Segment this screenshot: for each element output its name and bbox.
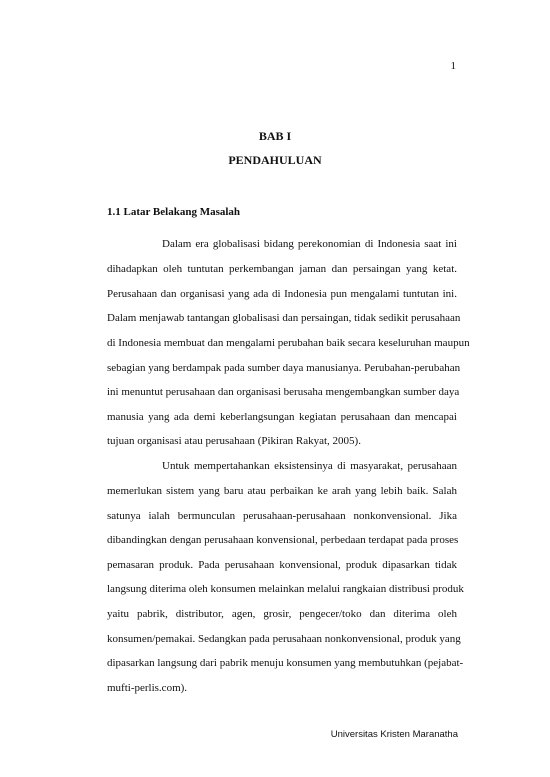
paragraph-1-line-6: sebagian yang berdampak pada sumber daya manusianya. Perubahan-perubahan xyxy=(107,362,461,374)
paragraph-1-line-1: Dalam era globalisasi bidang perekonomian di Indonesia saat ini xyxy=(162,238,457,250)
footer-institution: Universitas Kristen Maranatha xyxy=(330,729,458,740)
paragraph-1-line-7: ini menuntut perusahaan dan organisasi berusaha mengembangkan sumber daya xyxy=(107,386,460,398)
paragraph-1-line-5: di Indonesia membuat dan mengalami perubahan baik secara keseluruhan maupun xyxy=(107,337,470,349)
paragraph-2-line-3: satunya ialah bermunculan perusahaan-perusahaan nonkonvensional. Jika xyxy=(107,510,457,522)
paragraph-2-line-6: langsung diterima oleh konsumen melainkan melalui rangkaian distribusi produk xyxy=(107,583,464,595)
paragraph-1-line-3: Perusahaan dan organisasi yang ada di Indonesia pun mengalami tuntutan ini. xyxy=(107,288,457,300)
paragraph-2-line-2: memerlukan sistem yang baru atau perbaikan ke arah yang lebih baik. Salah xyxy=(107,485,457,497)
paragraph-1-line-4: Dalam menjawab tantangan globalisasi dan persaingan, tidak sedikit perusahaan xyxy=(107,312,461,324)
paragraph-2-line-7: yaitu pabrik, distributor, agen, grosir, pengecer/toko dan diterima oleh xyxy=(107,608,457,620)
section-heading: 1.1 Latar Belakang Masalah xyxy=(107,206,241,218)
paragraph-2-line-8: konsumen/pemakai. Sedangkan pada perusahaan nonkonvensional, produk yang xyxy=(107,633,461,645)
paragraph-1-line-9: tujuan organisasi atau perusahaan (Pikiran Rakyat, 2005). xyxy=(107,435,361,447)
chapter-label: BAB I xyxy=(258,129,292,143)
paragraph-2-line-1: Untuk mempertahankan eksistensinya di masyarakat, perusahaan xyxy=(162,460,457,472)
paragraph-2-line-10: mufti-perlis.com). xyxy=(107,682,188,694)
page-number: 1 xyxy=(450,60,456,72)
chapter-title: PENDAHULUAN xyxy=(228,153,322,167)
paragraph-2-line-4: dibandingkan dengan perusahaan konvensional, perbedaan terdapat pada proses xyxy=(107,534,459,546)
paragraph-1-line-8: manusia yang ada demi keberlangsungan kegiatan perusahaan dan mencapai xyxy=(107,411,457,423)
paragraph-1-line-2: dihadapkan oleh tuntutan perkembangan jaman dan persaingan yang ketat. xyxy=(107,263,457,275)
paragraph-2-line-5: pemasaran produk. Pada perusahaan konvensional, produk dipasarkan tidak xyxy=(107,559,457,571)
paragraph-2-line-9: dipasarkan langsung dari pabrik menuju konsumen yang membutuhkan (pejabat- xyxy=(107,657,464,669)
